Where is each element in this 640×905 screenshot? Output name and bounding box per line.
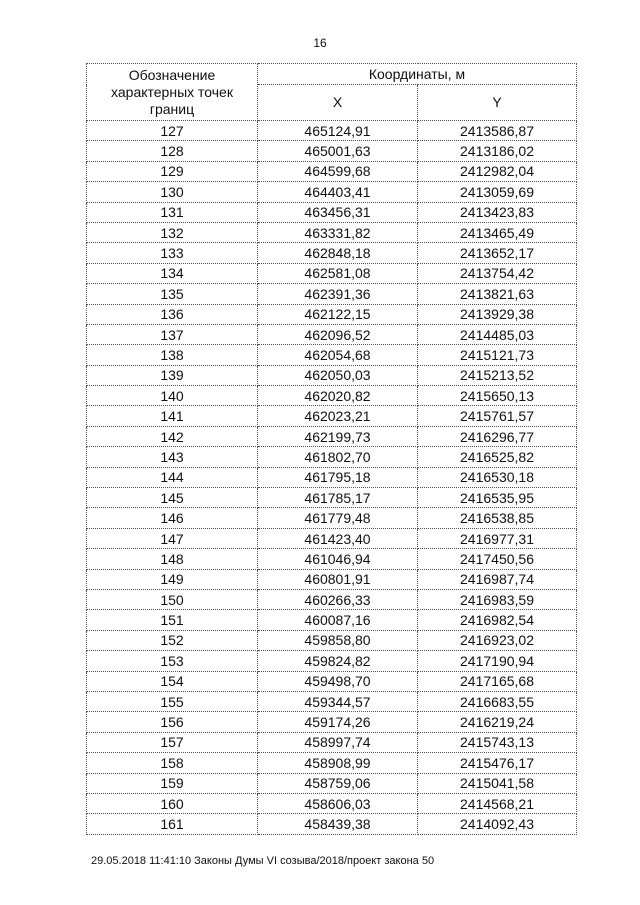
table-row: [87, 589, 577, 609]
table-body: [87, 121, 577, 835]
table-row: [87, 712, 577, 732]
point-number-cell: 130: [87, 182, 258, 202]
point-number-cell: 142: [87, 426, 258, 446]
x-coordinate-cell: 460087,16: [258, 610, 418, 630]
x-coordinate-cell: 461046,94: [258, 549, 418, 569]
y-coordinate-cell: 2413821,63: [418, 284, 577, 304]
point-number-cell: 128: [87, 141, 258, 161]
table-row: [87, 814, 577, 834]
point-number-cell: 144: [87, 467, 258, 487]
x-coordinate-cell: 458606,03: [258, 793, 418, 813]
point-number-cell: 153: [87, 651, 258, 671]
y-coordinate-cell: 2415121,73: [418, 345, 577, 365]
x-coordinate-cell: 462581,08: [258, 263, 418, 283]
header-x: X: [258, 85, 418, 121]
y-coordinate-cell: 2416219,24: [418, 712, 577, 732]
x-coordinate-cell: 462391,36: [258, 284, 418, 304]
table-row: [87, 182, 577, 202]
x-coordinate-cell: 462096,52: [258, 324, 418, 344]
x-coordinate-cell: 461802,70: [258, 447, 418, 467]
table-row: [87, 630, 577, 650]
x-coordinate-cell: 462848,18: [258, 243, 418, 263]
y-coordinate-cell: 2415650,13: [418, 386, 577, 406]
x-coordinate-cell: 459824,82: [258, 651, 418, 671]
y-coordinate-cell: 2416535,95: [418, 488, 577, 508]
point-number-cell: 152: [87, 630, 258, 650]
y-coordinate-cell: 2416977,31: [418, 528, 577, 548]
table-row: [87, 243, 577, 263]
table-row: [87, 284, 577, 304]
point-number-cell: 132: [87, 222, 258, 242]
table-row: [87, 488, 577, 508]
x-coordinate-cell: 461785,17: [258, 488, 418, 508]
y-coordinate-cell: 2416525,82: [418, 447, 577, 467]
header-point-label: Обозначение характерных точек границ: [87, 64, 258, 121]
table-row: [87, 508, 577, 528]
y-coordinate-cell: 2415213,52: [418, 365, 577, 385]
y-coordinate-cell: 2413059,69: [418, 182, 577, 202]
y-coordinate-cell: 2416683,55: [418, 691, 577, 711]
table-row: [87, 161, 577, 181]
x-coordinate-cell: 464599,68: [258, 161, 418, 181]
x-coordinate-cell: 462020,82: [258, 386, 418, 406]
y-coordinate-cell: 2416538,85: [418, 508, 577, 528]
y-coordinate-cell: 2412982,04: [418, 161, 577, 181]
x-coordinate-cell: 459174,26: [258, 712, 418, 732]
table-row: [87, 222, 577, 242]
y-coordinate-cell: 2416296,77: [418, 426, 577, 446]
point-number-cell: 155: [87, 691, 258, 711]
point-number-cell: 156: [87, 712, 258, 732]
point-number-cell: 154: [87, 671, 258, 691]
point-number-cell: 160: [87, 793, 258, 813]
table-row: [87, 324, 577, 344]
y-coordinate-cell: 2414092,43: [418, 814, 577, 834]
x-coordinate-cell: 458759,06: [258, 773, 418, 793]
table-row: [87, 386, 577, 406]
table-row: [87, 202, 577, 222]
y-coordinate-cell: 2416983,59: [418, 589, 577, 609]
point-number-cell: 141: [87, 406, 258, 426]
point-number-cell: 158: [87, 753, 258, 773]
point-number-cell: 131: [87, 202, 258, 222]
table-row: [87, 793, 577, 813]
y-coordinate-cell: 2415476,17: [418, 753, 577, 773]
point-number-cell: 147: [87, 528, 258, 548]
point-number-cell: 135: [87, 284, 258, 304]
x-coordinate-cell: 464403,41: [258, 182, 418, 202]
point-number-cell: 143: [87, 447, 258, 467]
point-number-cell: 151: [87, 610, 258, 630]
x-coordinate-cell: 461423,40: [258, 528, 418, 548]
point-number-cell: 127: [87, 121, 258, 141]
table-row: [87, 691, 577, 711]
table-row: [87, 304, 577, 324]
table-row: [87, 732, 577, 752]
point-number-cell: 129: [87, 161, 258, 181]
x-coordinate-cell: 462054,68: [258, 345, 418, 365]
table-row: [87, 467, 577, 487]
x-coordinate-cell: 463456,31: [258, 202, 418, 222]
x-coordinate-cell: 462122,15: [258, 304, 418, 324]
x-coordinate-cell: 459858,80: [258, 630, 418, 650]
table-row: [87, 263, 577, 283]
y-coordinate-cell: 2413186,02: [418, 141, 577, 161]
header-coordinates: Координаты, м: [258, 64, 577, 85]
y-coordinate-cell: 2416530,18: [418, 467, 577, 487]
x-coordinate-cell: 463331,82: [258, 222, 418, 242]
point-number-cell: 161: [87, 814, 258, 834]
header-y: Y: [418, 85, 577, 121]
coordinates-table: [86, 63, 577, 835]
point-number-cell: 145: [87, 488, 258, 508]
y-coordinate-cell: 2413465,49: [418, 222, 577, 242]
table-row: [87, 610, 577, 630]
x-coordinate-cell: 465001,63: [258, 141, 418, 161]
x-coordinate-cell: 465124,91: [258, 121, 418, 141]
y-coordinate-cell: 2415743,13: [418, 732, 577, 752]
table-row: [87, 569, 577, 589]
y-coordinate-cell: 2414485,03: [418, 324, 577, 344]
point-number-cell: 150: [87, 589, 258, 609]
x-coordinate-cell: 461795,18: [258, 467, 418, 487]
table-row: [87, 447, 577, 467]
y-coordinate-cell: 2416923,02: [418, 630, 577, 650]
y-coordinate-cell: 2413929,38: [418, 304, 577, 324]
table-row: [87, 365, 577, 385]
table-row: [87, 406, 577, 426]
point-number-cell: 149: [87, 569, 258, 589]
x-coordinate-cell: 459344,57: [258, 691, 418, 711]
x-coordinate-cell: 460801,91: [258, 569, 418, 589]
x-coordinate-cell: 458997,74: [258, 732, 418, 752]
y-coordinate-cell: 2417165,68: [418, 671, 577, 691]
x-coordinate-cell: 461779,48: [258, 508, 418, 528]
table-row: [87, 121, 577, 141]
point-number-cell: 138: [87, 345, 258, 365]
x-coordinate-cell: 459498,70: [258, 671, 418, 691]
y-coordinate-cell: 2413586,87: [418, 121, 577, 141]
table-row: [87, 773, 577, 793]
point-number-cell: 137: [87, 324, 258, 344]
y-coordinate-cell: 2414568,21: [418, 793, 577, 813]
y-coordinate-cell: 2415041,58: [418, 773, 577, 793]
x-coordinate-cell: 458908,99: [258, 753, 418, 773]
table-row: [87, 426, 577, 446]
table-row: [87, 141, 577, 161]
table-row: [87, 753, 577, 773]
x-coordinate-cell: 462199,73: [258, 426, 418, 446]
y-coordinate-cell: 2416982,54: [418, 610, 577, 630]
y-coordinate-cell: 2417450,56: [418, 549, 577, 569]
table-row: [87, 549, 577, 569]
y-coordinate-cell: 2416987,74: [418, 569, 577, 589]
x-coordinate-cell: 462023,21: [258, 406, 418, 426]
point-number-cell: 157: [87, 732, 258, 752]
y-coordinate-cell: 2417190,94: [418, 651, 577, 671]
x-coordinate-cell: 460266,33: [258, 589, 418, 609]
point-number-cell: 133: [87, 243, 258, 263]
point-number-cell: 140: [87, 386, 258, 406]
footer-stamp: 29.05.2018 11:41:10 Законы Думы VI созыва/2018/проект закона 50: [91, 855, 435, 867]
point-number-cell: 134: [87, 263, 258, 283]
point-number-cell: 139: [87, 365, 258, 385]
x-coordinate-cell: 458439,38: [258, 814, 418, 834]
point-number-cell: 136: [87, 304, 258, 324]
table-row: [87, 345, 577, 365]
point-number-cell: 146: [87, 508, 258, 528]
x-coordinate-cell: 462050,03: [258, 365, 418, 385]
page-number: 16: [313, 36, 327, 50]
y-coordinate-cell: 2415761,57: [418, 406, 577, 426]
point-number-cell: 159: [87, 773, 258, 793]
point-number-cell: 148: [87, 549, 258, 569]
table-row: [87, 671, 577, 691]
table-row: [87, 528, 577, 548]
y-coordinate-cell: 2413423,83: [418, 202, 577, 222]
table-row: [87, 651, 577, 671]
y-coordinate-cell: 2413652,17: [418, 243, 577, 263]
y-coordinate-cell: 2413754,42: [418, 263, 577, 283]
